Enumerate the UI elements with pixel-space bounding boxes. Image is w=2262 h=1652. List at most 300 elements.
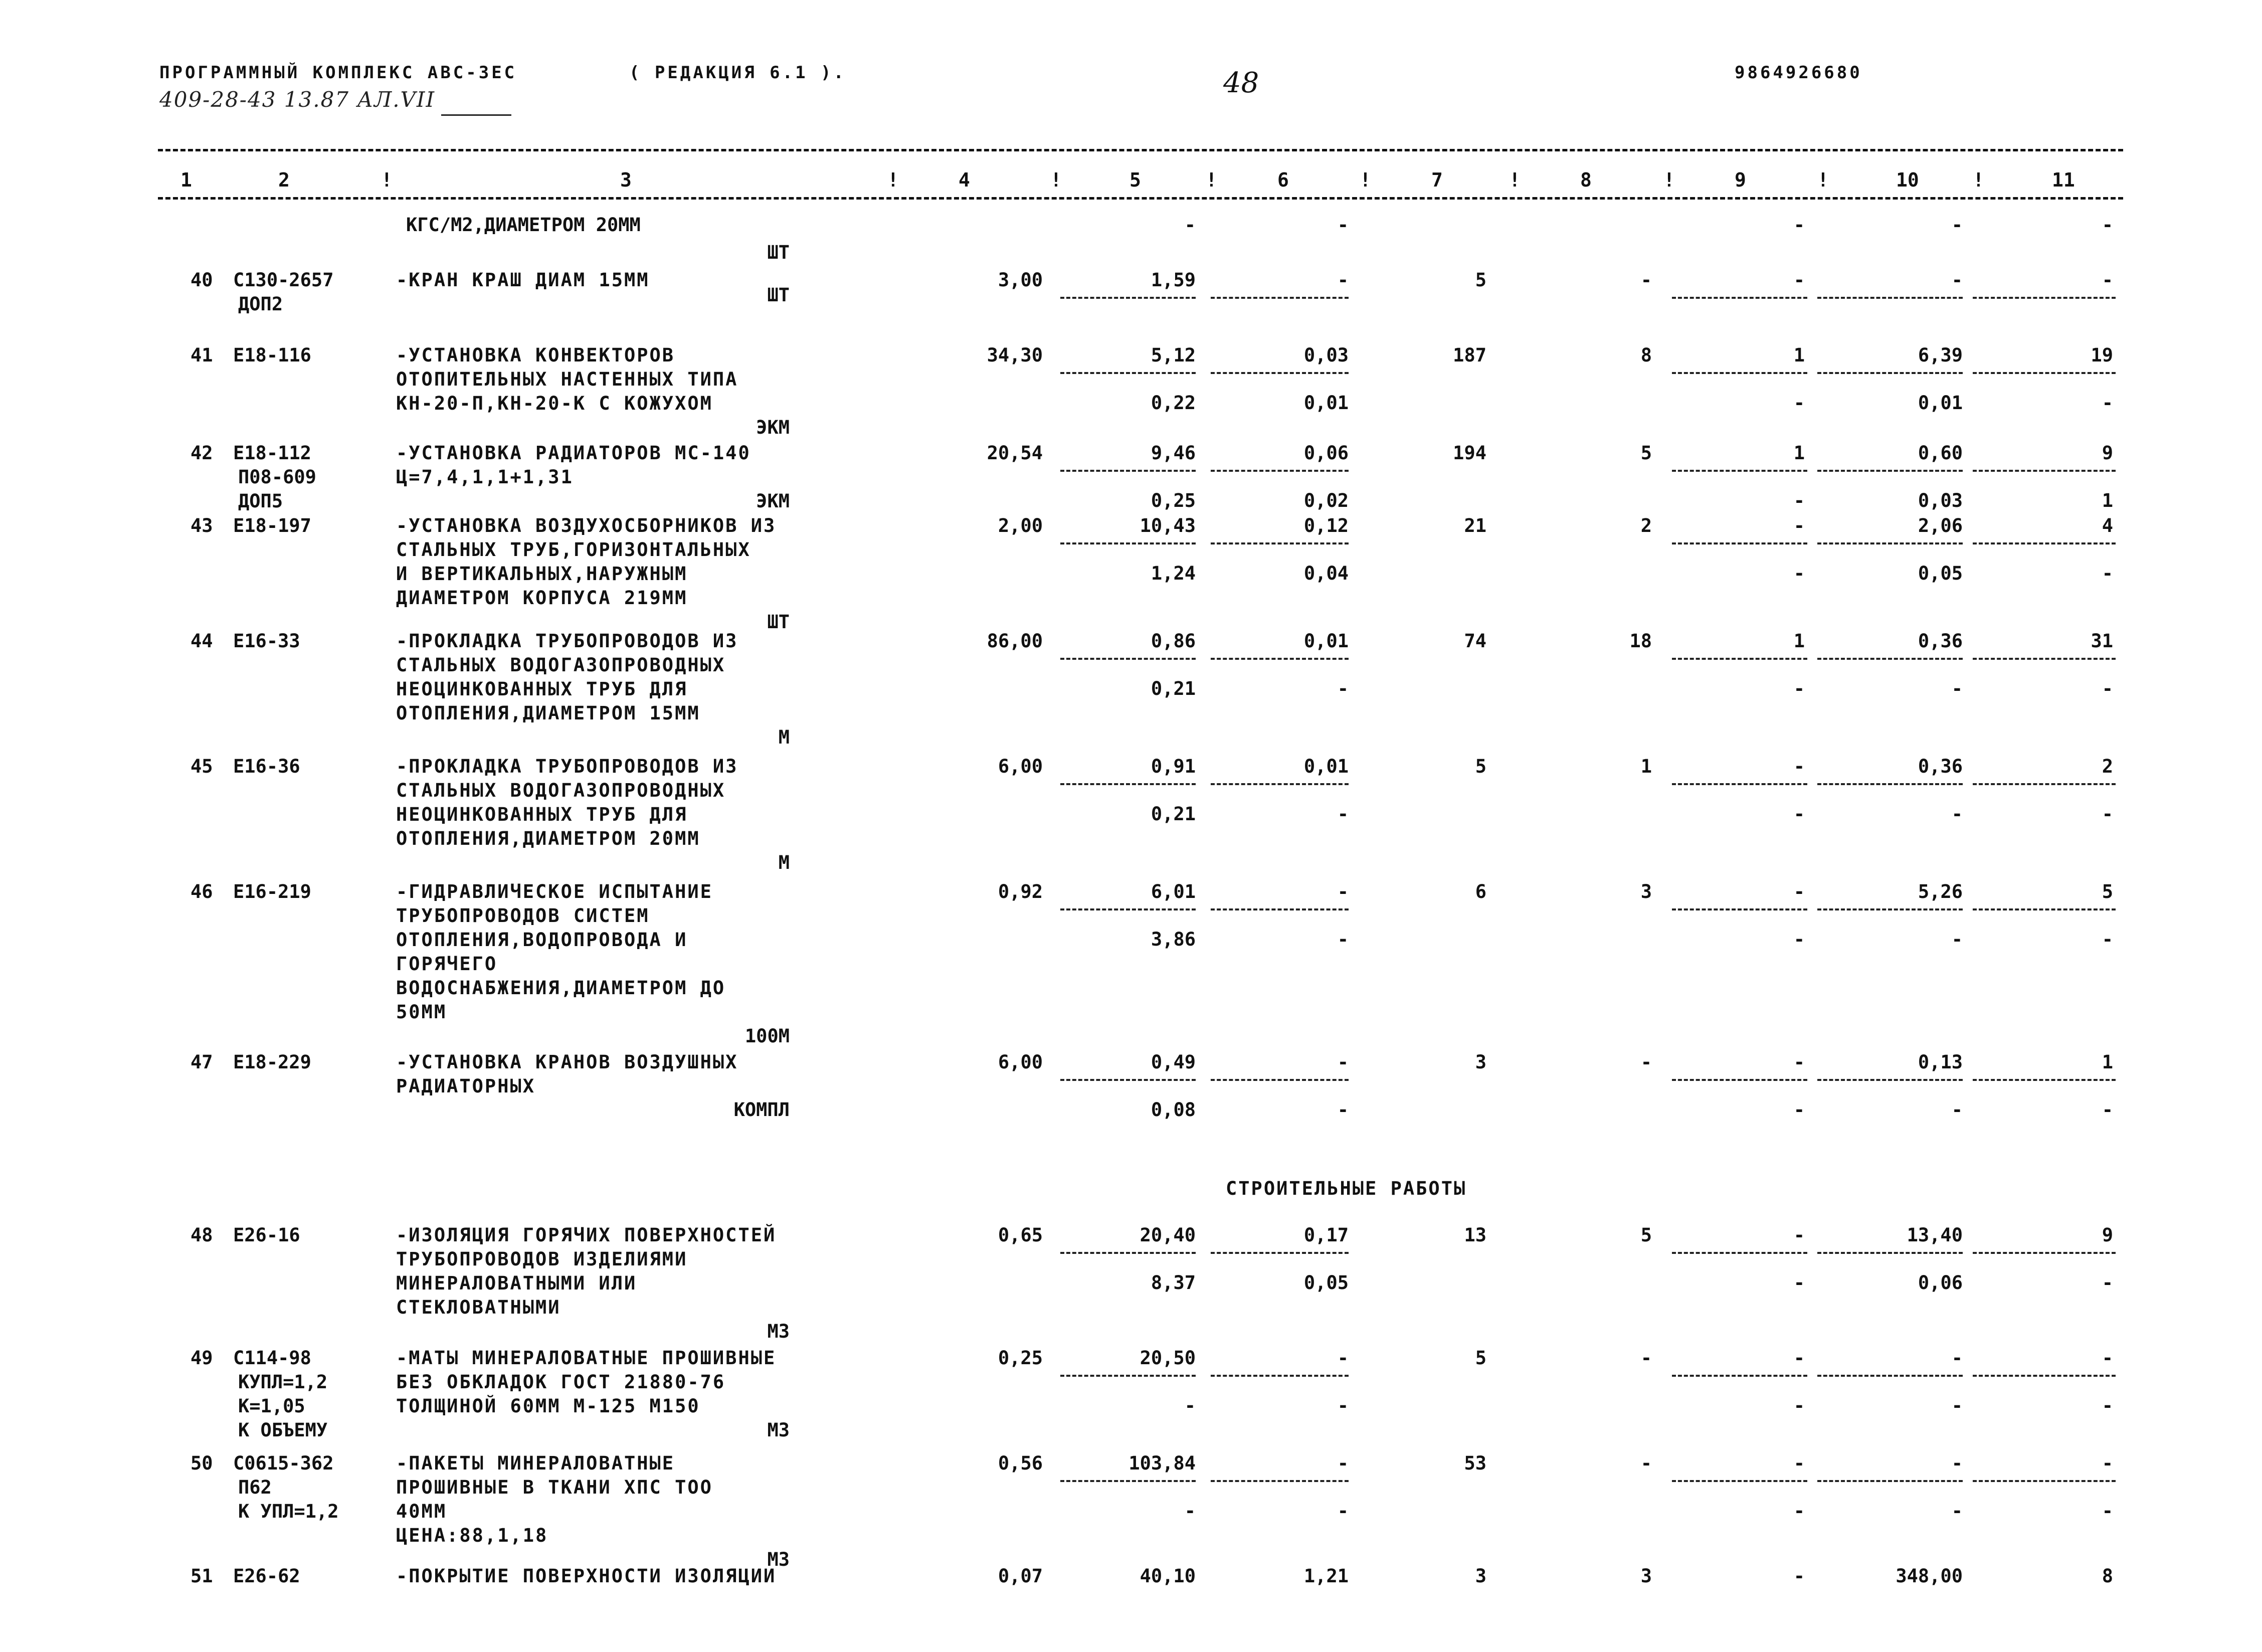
cell-col-7: 194: [1453, 442, 1486, 464]
row-code: Е16-33: [233, 630, 300, 652]
cell-col-10: 2,06: [1918, 515, 1963, 536]
cell-col-11: -: [2102, 214, 2113, 236]
cell-col-5: 10,43: [1140, 515, 1196, 536]
column-separator: !: [1663, 169, 1675, 191]
row-description: ТОЛЩИНОЙ 60ММ М-125 М150: [396, 1395, 700, 1417]
column-separators: !: [381, 169, 393, 191]
cell-col-7: 3: [1475, 1565, 1486, 1587]
row-number: 46: [191, 881, 213, 902]
row-divider: [1211, 783, 1349, 785]
row-description: МИНЕРАЛОВАТНЫМИ ИЛИ: [396, 1272, 637, 1294]
cell-col-5-second: -: [1184, 1500, 1196, 1522]
cell-col-8: 2: [1640, 515, 1652, 536]
row-description: СТАЛЬНЫХ ВОДОГАЗОПРОВОДНЫХ: [396, 654, 726, 676]
cell-col-10: -: [1951, 1347, 1963, 1369]
cell-col-9-second: -: [1793, 1395, 1805, 1416]
cell-col-4: 0,25: [998, 1347, 1043, 1369]
cell-col-5-second: 0,08: [1151, 1099, 1196, 1121]
row-divider: [1060, 1079, 1196, 1081]
cell-col-4: 3,00: [998, 269, 1043, 291]
row-number: 43: [191, 515, 213, 536]
row-description: -МАТЫ МИНЕРАЛОВАТНЫЕ ПРОШИВНЫЕ: [396, 1347, 777, 1369]
row-unit: ШТ: [767, 242, 790, 263]
row-divider: [1211, 297, 1349, 299]
row-divider: [1211, 908, 1349, 910]
cell-col-8: 5: [1640, 1224, 1652, 1246]
cell-col-9-second: -: [1793, 678, 1805, 699]
row-divider: [1973, 783, 2116, 785]
row-divider: [1973, 1375, 2116, 1377]
cell-col-9: -: [1793, 269, 1805, 291]
cell-col-11-second: -: [2102, 803, 2113, 825]
row-description: -ПАКЕТЫ МИНЕРАЛОВАТНЫЕ: [396, 1452, 675, 1474]
row-description: НЕОЦИНКОВАННЫХ ТРУБ ДЛЯ: [396, 678, 688, 700]
cell-col-9: -: [1793, 881, 1805, 902]
row-number: 40: [191, 269, 213, 291]
row-number: 44: [191, 630, 213, 652]
cell-col-6-second: -: [1337, 929, 1349, 950]
cell-col-7: 6: [1475, 881, 1486, 902]
row-divider: [1817, 1375, 1963, 1377]
row-description: СТАЛЬНЫХ ТРУБ,ГОРИЗОНТАЛЬНЫХ: [396, 539, 751, 561]
row-description: ПРОШИВНЫЕ В ТКАНИ ХПС ТОО: [396, 1477, 713, 1498]
cell-col-8: 3: [1640, 1565, 1652, 1587]
row-divider: [1817, 372, 1963, 374]
cell-col-11-second: 1: [2102, 490, 2113, 511]
column-header-3: 3: [620, 169, 632, 191]
cell-col-7: 21: [1464, 515, 1486, 536]
row-description: Ц=7,4,1,1+1,31: [396, 466, 574, 488]
cell-col-7: 3: [1475, 1051, 1486, 1073]
column-separator: !: [1206, 169, 1217, 191]
row-code-line2: П08-609: [238, 466, 316, 488]
row-divider: [1060, 297, 1196, 299]
row-divider: [1817, 908, 1963, 910]
cell-col-6-second: 0,01: [1303, 392, 1349, 414]
cell-col-11: -: [2102, 269, 2113, 291]
row-code: Е18-116: [233, 344, 311, 366]
row-divider: [1817, 658, 1963, 660]
column-header-9: 9: [1735, 169, 1746, 191]
row-code-line3: К=1,05: [238, 1395, 305, 1417]
row-divider: [1060, 1252, 1196, 1254]
cell-col-9: -: [1793, 1224, 1805, 1246]
row-description: -ПОКРЫТИЕ ПОВЕРХНОСТИ ИЗОЛЯЦИИ: [396, 1565, 777, 1587]
row-unit: ЭКМ: [756, 417, 790, 438]
cell-col-4: 6,00: [998, 756, 1043, 777]
row-code: Е18-197: [233, 515, 311, 536]
cell-col-8: -: [1640, 1347, 1652, 1369]
row-divider: [1060, 1480, 1196, 1482]
cell-col-9-second: -: [1793, 490, 1805, 511]
row-divider: [1672, 908, 1807, 910]
cell-col-5: 5,12: [1151, 344, 1196, 366]
column-header-8: 8: [1580, 169, 1592, 191]
row-description: -ИЗОЛЯЦИЯ ГОРЯЧИХ ПОВЕРХНОСТЕЙ: [396, 1224, 777, 1246]
row-divider: [1973, 1079, 2116, 1081]
row-divider: [1973, 372, 2116, 374]
cell-col-9: -: [1793, 1565, 1805, 1587]
row-code: Е26-62: [233, 1565, 300, 1587]
cell-col-10-second: 0,03: [1918, 490, 1963, 511]
row-number: 51: [191, 1565, 213, 1587]
column-separator: !: [1509, 169, 1521, 191]
cell-col-4: 0,07: [998, 1565, 1043, 1587]
cell-col-6: -: [1337, 1452, 1349, 1474]
row-description: -УСТАНОВКА КРАНОВ ВОЗДУШНЫХ: [396, 1051, 738, 1073]
row-divider: [1211, 470, 1349, 472]
row-divider: [1672, 1252, 1807, 1254]
cell-col-8: -: [1640, 269, 1652, 291]
row-divider: [1973, 297, 2116, 299]
row-divider: [1211, 1480, 1349, 1482]
cell-col-5-second: 0,22: [1151, 392, 1196, 414]
cell-col-6: 0,03: [1303, 344, 1349, 366]
cell-col-4: 34,30: [987, 344, 1043, 366]
row-code-line3: ДОП5: [238, 490, 283, 512]
cell-col-11: 5: [2102, 881, 2113, 902]
row-description: -ГИДРАВЛИЧЕСКОЕ ИСПЫТАНИЕ: [396, 881, 713, 902]
cell-col-7: 5: [1475, 1347, 1486, 1369]
column-header-10: 10: [1896, 169, 1919, 191]
row-divider: [1973, 470, 2116, 472]
cell-col-5-second: -: [1184, 1395, 1196, 1416]
cell-col-9-second: -: [1793, 392, 1805, 414]
cell-col-8: 18: [1629, 630, 1652, 652]
cell-col-9: -: [1793, 515, 1805, 536]
cell-col-9: -: [1793, 214, 1805, 236]
row-divider: [1973, 1252, 2116, 1254]
column-header-5: 5: [1129, 169, 1141, 191]
cell-col-11: 2: [2102, 756, 2113, 777]
row-divider: [1672, 297, 1807, 299]
row-description: -КРАН КРАШ ДИАМ 15ММ: [396, 269, 650, 291]
cell-col-10-second: -: [1951, 1395, 1963, 1416]
cell-col-4: 20,54: [987, 442, 1043, 464]
cell-col-7: 5: [1475, 269, 1486, 291]
column-separator: !: [1817, 169, 1829, 191]
cell-col-10-second: -: [1951, 678, 1963, 699]
cell-col-10: 5,26: [1918, 881, 1963, 902]
handwritten-underline: [441, 114, 511, 116]
row-divider: [1973, 908, 2116, 910]
row-description: 50ММ: [396, 1001, 447, 1023]
cell-col-8: 1: [1640, 756, 1652, 777]
row-number: 41: [191, 344, 213, 366]
row-code: Е26-16: [233, 1224, 300, 1246]
cell-col-5: 0,91: [1151, 756, 1196, 777]
column-separator: !: [1973, 169, 1984, 191]
cell-col-11: -: [2102, 1452, 2113, 1474]
row-divider: [1211, 1079, 1349, 1081]
row-number: 50: [191, 1452, 213, 1474]
row-unit: М: [778, 726, 790, 748]
cell-col-5: 1,59: [1151, 269, 1196, 291]
edition-label: ( РЕДАКЦИЯ 6.1 ).: [629, 63, 846, 83]
row-divider: [1060, 783, 1196, 785]
row-code-line2: КУПЛ=1,2: [238, 1371, 328, 1393]
cell-col-11: 9: [2102, 442, 2113, 464]
cell-col-10: -: [1951, 1452, 1963, 1474]
cell-col-5: 20,50: [1140, 1347, 1196, 1369]
row-divider: [1060, 542, 1196, 544]
cell-col-6-second: -: [1337, 678, 1349, 699]
row-number: 45: [191, 756, 213, 777]
row-divider: [1060, 908, 1196, 910]
row-unit: КОМПЛ: [733, 1099, 790, 1121]
cell-col-6: 0,01: [1303, 630, 1349, 652]
cell-col-10-second: 0,05: [1918, 563, 1963, 584]
cell-col-11: -: [2102, 1347, 2113, 1369]
cell-col-11-second: -: [2102, 1272, 2113, 1294]
row-code: Е16-36: [233, 756, 300, 777]
cell-col-10: 6,39: [1918, 344, 1963, 366]
cell-col-9: 1: [1793, 630, 1805, 652]
row-unit: М3: [767, 1549, 790, 1570]
cell-col-11-second: -: [2102, 929, 2113, 950]
cell-col-6-second: -: [1337, 1395, 1349, 1416]
row-divider: [1817, 297, 1963, 299]
cell-col-5: 20,40: [1140, 1224, 1196, 1246]
document-code: 9864926680: [1735, 63, 1862, 83]
cell-col-8: 8: [1640, 344, 1652, 366]
row-divider: [1211, 658, 1349, 660]
row-divider: [1973, 542, 2116, 544]
cell-col-10-second: -: [1951, 929, 1963, 950]
cell-col-5-second: 0,21: [1151, 678, 1196, 699]
column-header-4: 4: [959, 169, 970, 191]
cell-col-11: 8: [2102, 1565, 2113, 1587]
section-title: СТРОИТЕЛЬНЫЕ РАБОТЫ: [1226, 1178, 1467, 1199]
cell-col-10-second: -: [1951, 803, 1963, 825]
cell-col-9: -: [1793, 756, 1805, 777]
row-divider: [1211, 1375, 1349, 1377]
row-unit: ШТ: [767, 284, 790, 306]
row-unit: 100М: [744, 1025, 790, 1047]
cell-col-8: -: [1640, 1452, 1652, 1474]
row-divider: [1211, 372, 1349, 374]
row-unit: М3: [767, 1419, 790, 1441]
cell-col-6: -: [1337, 269, 1349, 291]
row-unit: ШТ: [767, 611, 790, 633]
cell-col-5: 9,46: [1151, 442, 1196, 464]
row-description: ДИАМЕТРОМ КОРПУСА 219ММ: [396, 587, 688, 609]
row-description: 40ММ: [396, 1501, 447, 1522]
column-separator: !: [1360, 169, 1371, 191]
cell-col-6-second: -: [1337, 1500, 1349, 1522]
row-divider: [1672, 1480, 1807, 1482]
cell-col-9-second: -: [1793, 1500, 1805, 1522]
cell-col-10: 13,40: [1907, 1224, 1963, 1246]
cell-col-11-second: -: [2102, 392, 2113, 414]
cell-col-5: 103,84: [1128, 1452, 1196, 1474]
cell-col-5: 6,01: [1151, 881, 1196, 902]
cell-col-6: -: [1337, 881, 1349, 902]
row-description: -УСТАНОВКА РАДИАТОРОВ МС-140: [396, 442, 751, 464]
row-divider: [1817, 1252, 1963, 1254]
column-header-11: 11: [2052, 169, 2075, 191]
cell-col-8: 5: [1640, 442, 1652, 464]
cell-col-10: 0,60: [1918, 442, 1963, 464]
cell-col-11: 1: [2102, 1051, 2113, 1073]
row-divider: [1060, 1375, 1196, 1377]
cell-col-6-second: 0,02: [1303, 490, 1349, 511]
cell-col-6-second: 0,05: [1303, 1272, 1349, 1294]
row-divider: [1973, 1480, 2116, 1482]
column-separator: !: [887, 169, 899, 191]
cell-col-10: 348,00: [1896, 1565, 1963, 1587]
cell-col-6: 0,12: [1303, 515, 1349, 536]
row-code: С0615-362: [233, 1452, 334, 1474]
cell-col-11: 4: [2102, 515, 2113, 536]
cell-col-9: -: [1793, 1452, 1805, 1474]
column-header-2: 2: [278, 169, 290, 191]
row-unit: ЭКМ: [756, 490, 790, 512]
row-divider: [1211, 542, 1349, 544]
row-description: -УСТАНОВКА ВОЗДУХОСБОРНИКОВ ИЗ: [396, 515, 777, 536]
row-description: И ВЕРТИКАЛЬНЫХ,НАРУЖНЫМ: [396, 563, 688, 585]
cell-col-9: 1: [1793, 344, 1805, 366]
row-divider: [1672, 470, 1807, 472]
cell-col-10-second: 0,01: [1918, 392, 1963, 414]
cell-col-10: 0,36: [1918, 756, 1963, 777]
row-description: -ПРОКЛАДКА ТРУБОПРОВОДОВ ИЗ: [396, 630, 738, 652]
row-divider: [1973, 658, 2116, 660]
row-description: ОТОПЛЕНИЯ,ДИАМЕТРОМ 15ММ: [396, 702, 700, 724]
cell-col-6: -: [1337, 1051, 1349, 1073]
cell-col-9-second: -: [1793, 929, 1805, 950]
cell-col-10-second: -: [1951, 1500, 1963, 1522]
cell-col-4: 2,00: [998, 515, 1043, 536]
cell-col-7: 74: [1464, 630, 1486, 652]
cell-col-7: 13: [1464, 1224, 1486, 1246]
cell-col-9-second: -: [1793, 1099, 1805, 1121]
row-description: БЕЗ ОБКЛАДОК ГОСТ 21880-76: [396, 1371, 726, 1393]
row-description: КГС/М2,ДИАМЕТРОМ 20ММ: [406, 214, 641, 236]
program-title: ПРОГРАММНЫЙ КОМПЛЕКС АВС-3ЕС: [159, 63, 517, 83]
cell-col-5-second: 1,24: [1151, 563, 1196, 584]
cell-col-4: 86,00: [987, 630, 1043, 652]
header-rule-top: [158, 149, 2123, 151]
column-header-6: 6: [1277, 169, 1289, 191]
cell-col-8: 3: [1640, 881, 1652, 902]
cell-col-11-second: -: [2102, 1395, 2113, 1416]
row-code: Е18-229: [233, 1051, 311, 1073]
row-divider: [1817, 542, 1963, 544]
row-code-line3: К УПЛ=1,2: [238, 1501, 339, 1522]
cell-col-11: 19: [2091, 344, 2113, 366]
cell-col-5-second: 0,21: [1151, 803, 1196, 825]
header-rule-bottom: [158, 197, 2123, 200]
cell-col-6: 0,17: [1303, 1224, 1349, 1246]
cell-col-10-second: 0,06: [1918, 1272, 1963, 1294]
row-description: ГОРЯЧЕГО: [396, 953, 498, 975]
cell-col-10: -: [1951, 214, 1963, 236]
cell-col-9-second: -: [1793, 563, 1805, 584]
cell-col-5-second: 8,37: [1151, 1272, 1196, 1294]
cell-col-11: 9: [2102, 1224, 2113, 1246]
row-code-line4: К ОБЪЕМУ: [238, 1419, 328, 1441]
row-description: ОТОПИТЕЛЬНЫХ НАСТЕННЫХ ТИПА: [396, 369, 738, 390]
row-unit: М3: [767, 1321, 790, 1342]
cell-col-6: -: [1337, 1347, 1349, 1369]
column-header-7: 7: [1431, 169, 1443, 191]
cell-col-11-second: -: [2102, 678, 2113, 699]
row-divider: [1817, 1480, 1963, 1482]
cell-col-11-second: -: [2102, 563, 2113, 584]
cell-col-4: 0,65: [998, 1224, 1043, 1246]
cell-col-10: -: [1951, 269, 1963, 291]
row-description: СТЕКЛОВАТНЫМИ: [396, 1297, 561, 1318]
row-description: ОТОПЛЕНИЯ,ДИАМЕТРОМ 20ММ: [396, 828, 700, 849]
row-description: -ПРОКЛАДКА ТРУБОПРОВОДОВ ИЗ: [396, 756, 738, 777]
handwritten-reference: 409-28-43 13.87 АЛ.VII: [159, 87, 436, 112]
cell-col-9-second: -: [1793, 803, 1805, 825]
cell-col-5-second: 0,25: [1151, 490, 1196, 511]
row-number: 47: [191, 1051, 213, 1073]
row-description: ТРУБОПРОВОДОВ СИСТЕМ: [396, 905, 650, 927]
row-number: 49: [191, 1347, 213, 1369]
page-number: 48: [1223, 67, 1259, 99]
cell-col-6-second: -: [1337, 214, 1349, 236]
cell-col-4: 6,00: [998, 1051, 1043, 1073]
cell-col-9: -: [1793, 1347, 1805, 1369]
cell-col-7: 53: [1464, 1452, 1486, 1474]
row-number: 42: [191, 442, 213, 464]
row-description: ТРУБОПРОВОДОВ ИЗДЕЛИЯМИ: [396, 1248, 688, 1270]
cell-col-6: 0,06: [1303, 442, 1349, 464]
cell-col-9-second: -: [1793, 1272, 1805, 1294]
cell-col-4: 0,92: [998, 881, 1043, 902]
row-code-line2: П62: [238, 1477, 272, 1498]
cell-col-10: 0,36: [1918, 630, 1963, 652]
cell-col-7: 187: [1453, 344, 1486, 366]
cell-col-6-second: 0,04: [1303, 563, 1349, 584]
cell-col-5: 0,86: [1151, 630, 1196, 652]
column-header-1: 1: [180, 169, 192, 191]
row-divider: [1817, 1079, 1963, 1081]
row-divider: [1672, 1375, 1807, 1377]
row-divider: [1817, 470, 1963, 472]
cell-col-10: 0,13: [1918, 1051, 1963, 1073]
row-description: -УСТАНОВКА КОНВЕКТОРОВ: [396, 344, 675, 366]
row-divider: [1672, 372, 1807, 374]
cell-col-11: 31: [2091, 630, 2113, 652]
row-divider: [1211, 1252, 1349, 1254]
row-code: С130-2657: [233, 269, 334, 291]
cell-col-6: 1,21: [1303, 1565, 1349, 1587]
row-divider: [1672, 1079, 1807, 1081]
cell-col-9: 1: [1793, 442, 1805, 464]
cell-col-6-second: -: [1337, 1099, 1349, 1121]
row-description: НЕОЦИНКОВАННЫХ ТРУБ ДЛЯ: [396, 804, 688, 825]
row-divider: [1060, 372, 1196, 374]
cell-col-10-second: -: [1951, 1099, 1963, 1121]
row-description: КН-20-П,КН-20-К С КОЖУХОМ: [396, 393, 713, 414]
cell-col-11-second: -: [2102, 1099, 2113, 1121]
cell-col-7: 5: [1475, 756, 1486, 777]
row-description: ЦЕНА:88,1,18: [396, 1525, 548, 1546]
column-separator: !: [1050, 169, 1062, 191]
cell-col-6: 0,01: [1303, 756, 1349, 777]
row-divider: [1672, 658, 1807, 660]
row-code-line2: ДОП2: [238, 293, 283, 315]
cell-col-9: -: [1793, 1051, 1805, 1073]
row-divider: [1060, 658, 1196, 660]
row-description: СТАЛЬНЫХ ВОДОГАЗОПРОВОДНЫХ: [396, 780, 726, 801]
cell-col-6-second: -: [1337, 803, 1349, 825]
cell-col-8: -: [1640, 1051, 1652, 1073]
